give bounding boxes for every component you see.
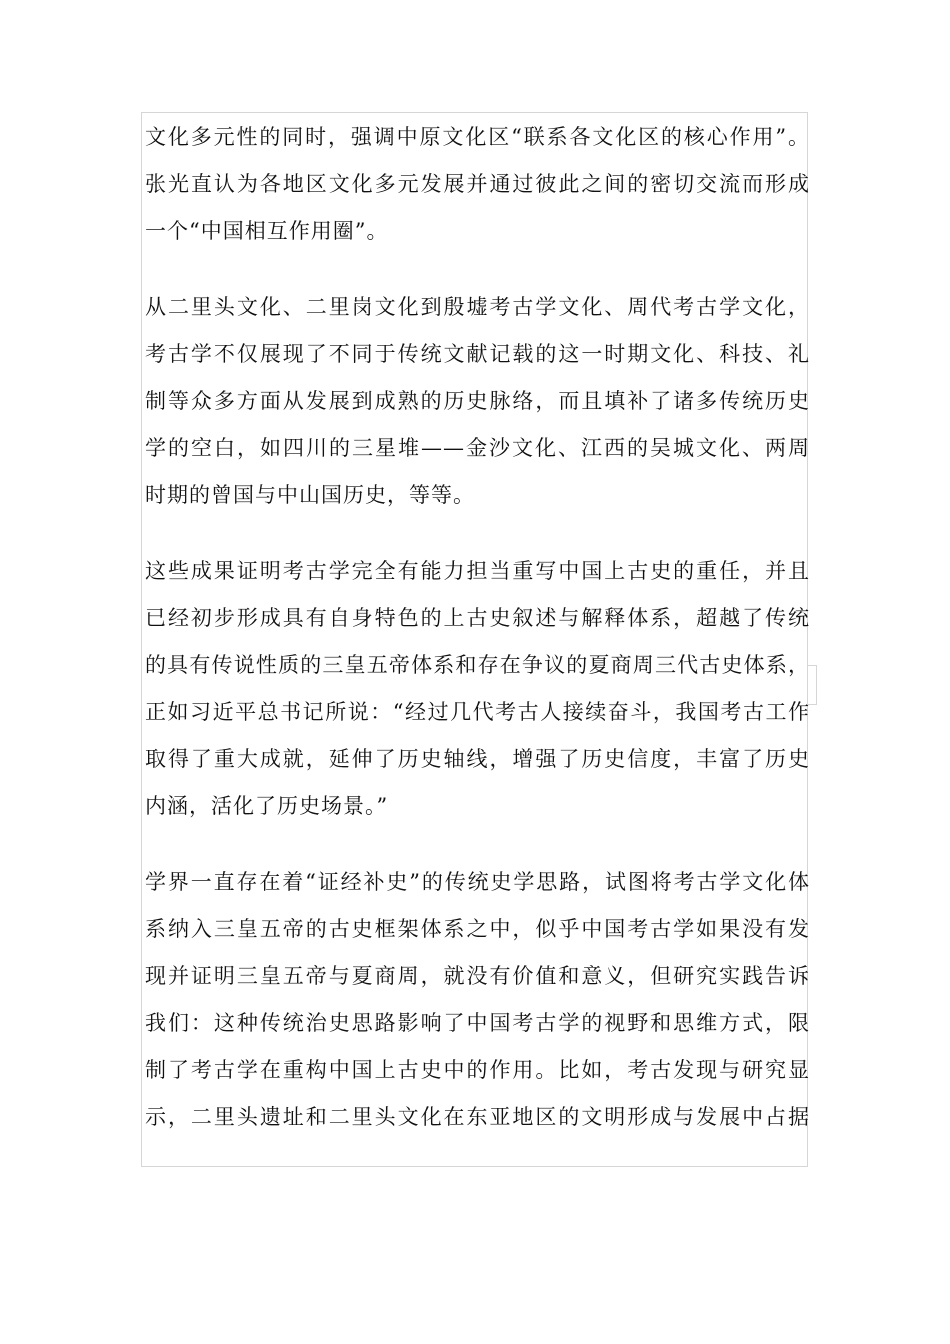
paragraph-2 xyxy=(145,284,810,519)
text-line: 文化多元性的同时，强调中原文化区“联系各文化区的核心作用”。 xyxy=(145,125,810,149)
text-line: 从二里头文化、二里岗文化到殷墟考古学文化、周代考古学文化， xyxy=(145,295,810,319)
paragraph-4 xyxy=(145,859,810,1141)
text-line: 我们：这种传统治史思路影响了中国考古学的视野和思维方式，限 xyxy=(145,1011,810,1035)
text-line: 张光直认为各地区文化多元发展并通过彼此之间的密切交流而形成 xyxy=(145,172,810,196)
text-line: 一个“中国相互作用圈”。 xyxy=(145,219,389,243)
text-line: 学的空白，如四川的三星堆——金沙文化、江西的吴城文化、两周 xyxy=(145,436,810,460)
text-line: 时期的曾国与中山国历史，等等。 xyxy=(145,483,475,507)
paragraph-1 xyxy=(145,114,810,255)
text-line: 学界一直存在着“证经补史”的传统史学思路，试图将考古学文化体 xyxy=(145,870,810,894)
text-line: 系纳入三皇五帝的古史框架体系之中，似乎中国考古学如果没有发 xyxy=(145,917,810,941)
text-line: 内涵，活化了历史场景。” xyxy=(145,794,389,818)
text-line: 正如习近平总书记所说：“经过几代考古人接续奋斗，我国考古工作 xyxy=(145,700,810,724)
text-line: 这些成果证明考古学完全有能力担当重写中国上古史的重任，并且 xyxy=(145,559,810,583)
text-line: 示，二里头遗址和二里头文化在东亚地区的文明形成与发展中占据 xyxy=(145,1105,810,1129)
text-line: 制了考古学在重构中国上古史中的作用。比如，考古发现与研究显 xyxy=(145,1058,810,1082)
paragraph-3 xyxy=(145,548,810,830)
text-line: 的具有传说性质的三皇五帝体系和存在争议的夏商周三代古史体系， xyxy=(145,653,810,677)
text-line: 已经初步形成具有自身特色的上古史叙述与解释体系，超越了传统 xyxy=(145,606,810,630)
document-body xyxy=(145,114,810,1170)
text-line: 取得了重大成就，延伸了历史轴线，增强了历史信度，丰富了历史 xyxy=(145,747,810,771)
text-line: 现并证明三皇五帝与夏商周，就没有价值和意义，但研究实践告诉 xyxy=(145,964,810,988)
text-line: 制等众多方面从发展到成熟的历史脉络，而且填补了诸多传统历史 xyxy=(145,389,810,413)
text-line: 考古学不仅展现了不同于传统文献记载的这一时期文化、科技、礼 xyxy=(145,342,810,366)
